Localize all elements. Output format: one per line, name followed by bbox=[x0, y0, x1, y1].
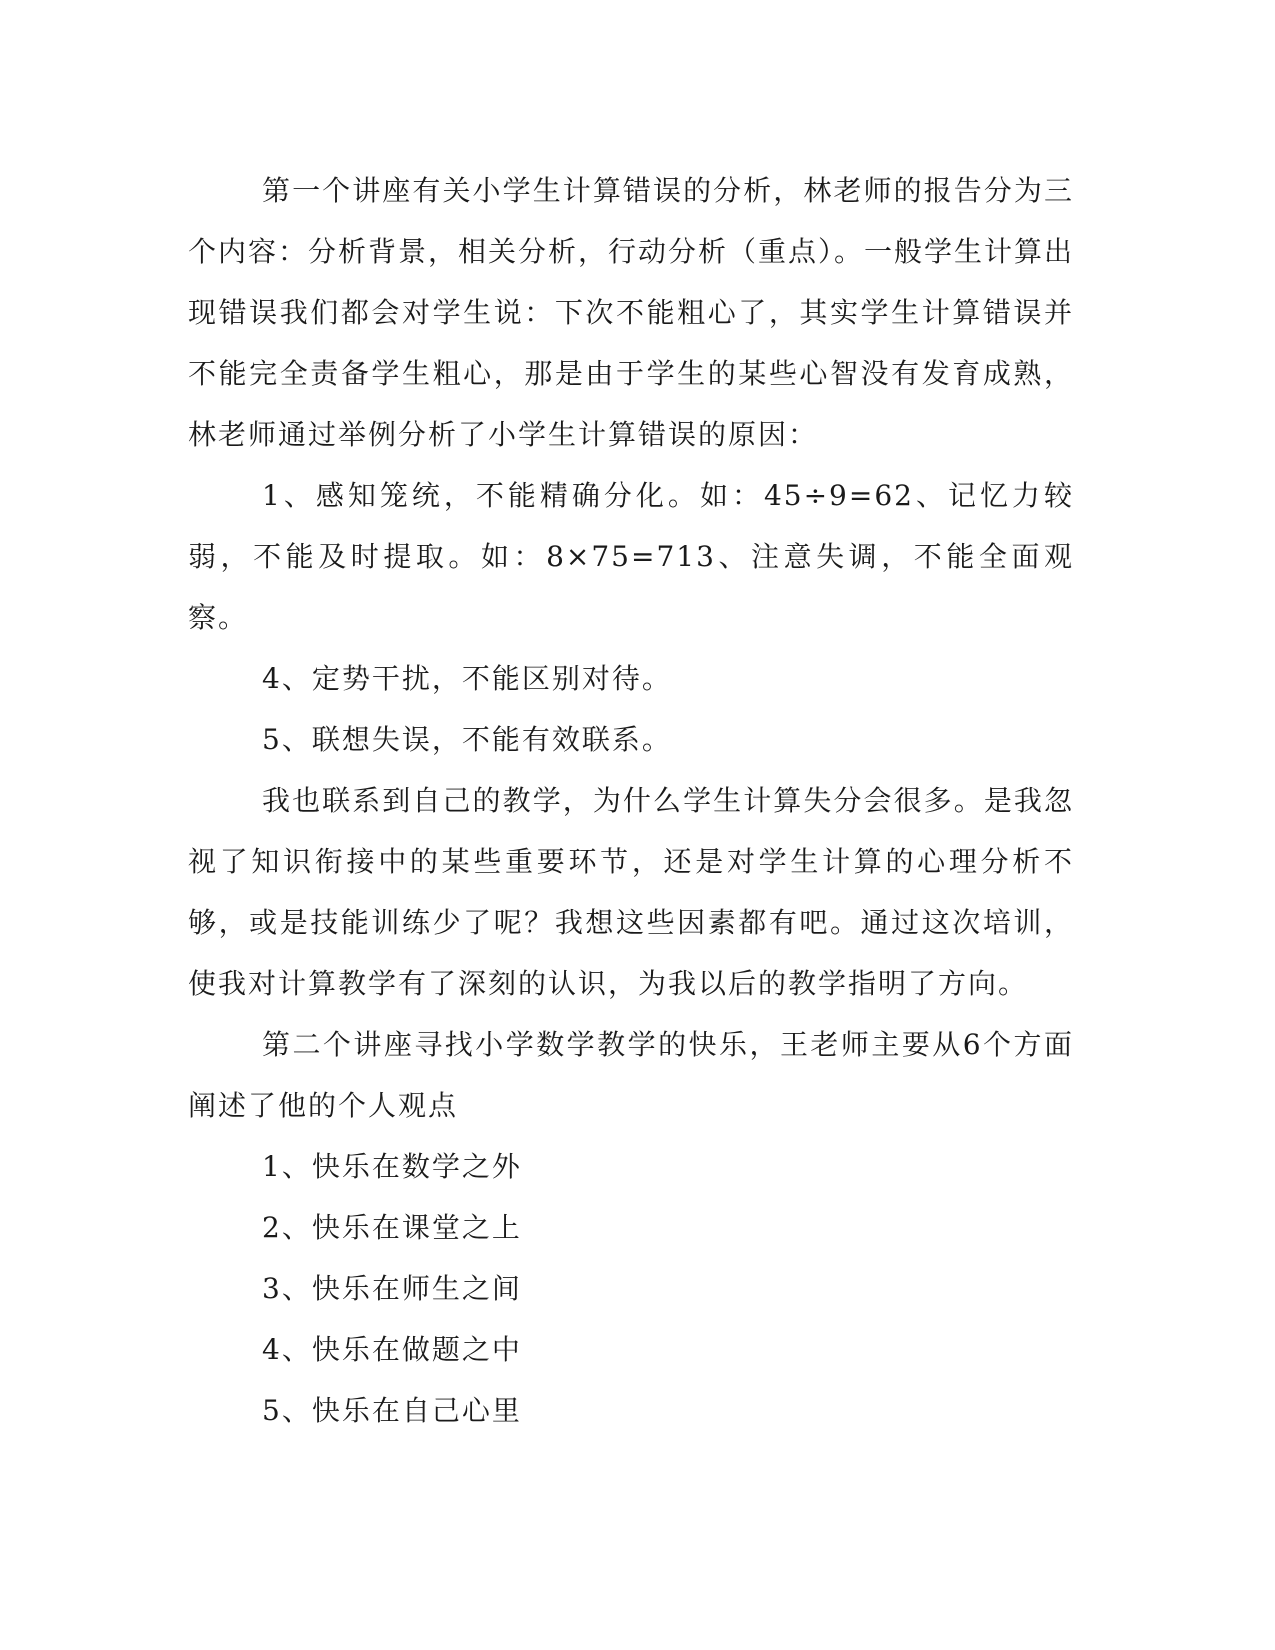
paragraph-lecture-one-intro: 第一个讲座有关小学生计算错误的分析，林老师的报告分为三个内容：分析背景，相关分析，行动分析（重点）。一般学生计算出现错误我们都会对学生说：下次不能粗心了，其实学生计算错误并不能完全责备学生粗心，那是由于学生的某些心智没有发育成熟，林老师通过举例分析了小学生计算错误的原因： bbox=[188, 174, 1075, 451]
paragraph-error-causes-1-3: 1、感知笼统，不能精确分化。如：45÷9=62、记忆力较弱，不能及时提取。如：8×75=713、注意失调，不能全面观察。 bbox=[188, 479, 1074, 634]
list-item-joy-1: 1、快乐在数学之外 bbox=[262, 1150, 522, 1183]
list-item-joy-3: 3、快乐在师生之间 bbox=[262, 1272, 522, 1305]
paragraph-error-cause-5: 5、联想失误，不能有效联系。 bbox=[262, 723, 672, 756]
list-item-joy-2: 2、快乐在课堂之上 bbox=[262, 1211, 522, 1244]
paragraph-lecture-two-intro: 第二个讲座寻找小学数学教学的快乐，王老师主要从6个方面阐述了他的个人观点 bbox=[188, 1028, 1074, 1122]
paragraph-reflection: 我也联系到自己的教学，为什么学生计算失分会很多。是我忽视了知识衔接中的某些重要环节，还是对学生计算的心理分析不够，或是技能训练少了呢？我想这些因素都有吧。通过这次培训，使我对计算教学有了深刻的认识，为我以后的教学指明了方向。 bbox=[188, 784, 1074, 1000]
document-body bbox=[188, 160, 1074, 1441]
list-item-joy-5: 5、快乐在自己心里 bbox=[262, 1394, 522, 1427]
list-item-joy-4: 4、快乐在做题之中 bbox=[262, 1333, 522, 1366]
paragraph-error-cause-4: 4、定势干扰，不能区别对待。 bbox=[262, 662, 672, 695]
